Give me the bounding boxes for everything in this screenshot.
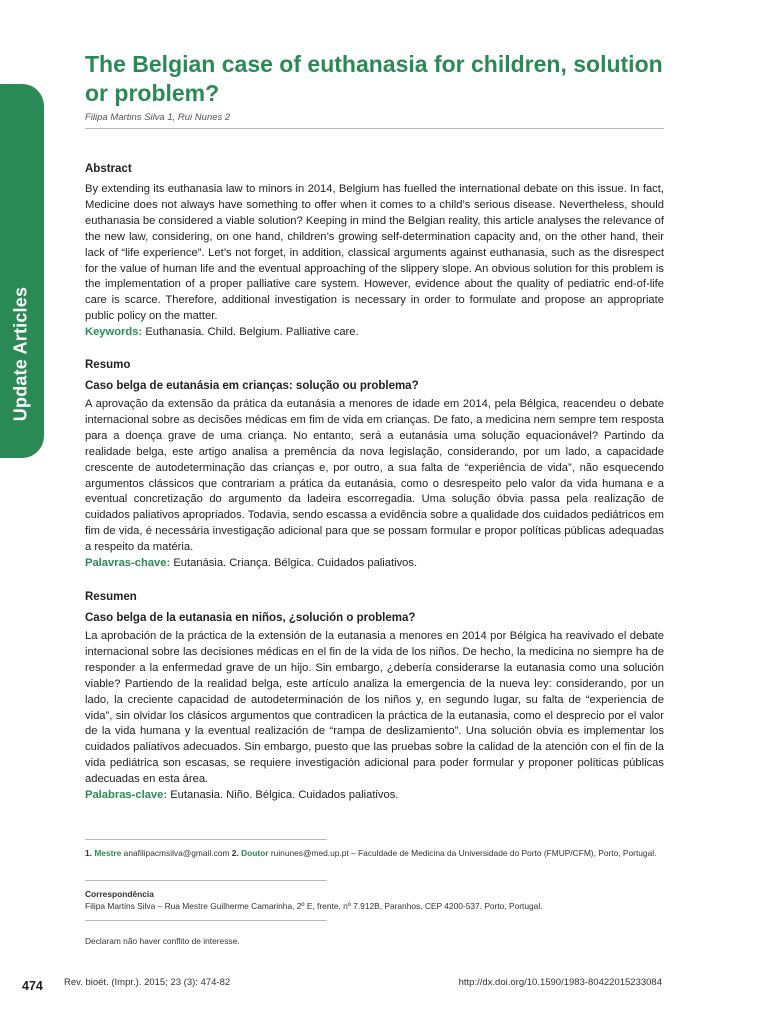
abstract-keywords-label: Keywords: <box>85 326 143 339</box>
correspondence-address: Filipa Martins Silva – Rua Mestre Guilherme Camarinha, 2º E, frente, nº 7.912B, Paranhos, CEP 4200-537. Porto, Portugal. <box>85 901 543 911</box>
abstract-section <box>85 161 664 341</box>
affil-1-number: 1. <box>85 848 92 858</box>
affil-1-email: anafilipacmsilva@gmail.com <box>121 848 232 858</box>
resumen-keywords-label: Palabras-clave: <box>85 789 168 802</box>
article-authors: Filipa Martins Silva 1, Rui Nunes 2 <box>85 112 231 123</box>
resumen-section <box>85 589 664 804</box>
section-side-tab <box>0 84 44 458</box>
resumen-keywords <box>85 788 664 804</box>
abstract-text: By extending its euthanasia law to minors in 2014, Belgium has fuelled the international debate on this issue. In fact, Medicine does not always have something to offer when it comes to a child’s serious disease. Nevertheless, should euthanasia be considered a viable solution? Keeping in mind the Belgian reality, this article analyses the relevance of the new law, considering, on one hand, children’s growing self-determination capacity and, on the other hand, their lack of “life experience”. Let’s not forget, in addition, classical arguments against euthanasia, such as the disrespect for the value of human life and the eventual approaching of the slippery slope. An obvious solution for this problem is the implementation of a proper palliative care system. However, evidence about the quality of pediatric end-of-life care is scarce. Therefore, additional investigation is necessary in order to formulate and propose an appropriate public policy on the matter. <box>85 183 664 323</box>
resumen-subtitle: Caso belga de la eutanasia en niños, ¿solución o problema? <box>85 612 416 624</box>
resumo-heading: Resumo <box>85 359 131 371</box>
affil-2-number: 2. <box>231 848 239 858</box>
resumen-text: La aprobación de la práctica de la extensión de la eutanasia a menores en 2014 por Bélgica ha reavivado el debate internacional sobre las decisiones médicas en el fin de la vida de los niños. De hecho, la medicina no siempre ha de responder a la enfermedad grave de un hijo. Sin embargo, ¿debería considerarse la eutanasia como una solución viable? Partiendo de la realidad belga, este artículo analiza la emergencia de la nueva ley: considerando, por un lado, la creciente capacidad de autodeterminación de los niños y, en segundo lugar, su falta de “experiencia de vida”, sin olvidar los clásicos argumentos que contradicen la práctica de la eutanasia, como el desprecio por el valor de la vida humana y la eventual realización de “rampa de deslizamiento”. Una solución obvia es implementar los cuidados paliativos adecuados. Sin embargo, puesto que las pruebas sobre la calidad de la atención con el fin de la vida pediátrica son escasas, se requiere investigación adicional para poder formular y proponer políticas públicas adecuadas en esta área. <box>85 630 664 786</box>
footnote-divider-3 <box>85 920 327 921</box>
resumo-section <box>85 357 664 572</box>
abstract-heading: Abstract <box>85 163 132 175</box>
abstract-keywords <box>85 325 664 341</box>
resumen-keywords-values: Eutanasia. Niño. Bélgica. Cuidados paliativos. <box>170 789 399 802</box>
footnote-divider-2 <box>85 880 327 881</box>
affil-1-degree: Mestre <box>94 848 122 858</box>
affiliations-footnote <box>85 847 664 859</box>
resumo-keywords <box>85 556 664 572</box>
resumen-heading: Resumen <box>85 591 137 603</box>
page-number: 474 <box>22 979 43 993</box>
doi-link[interactable]: http://dx.doi.org/10.1590/1983-80422015233084 <box>458 977 662 988</box>
resumo-keywords-values: Eutanásia. Criança. Bélgica. Cuidados paliativos. <box>173 557 418 570</box>
resumo-subtitle: Caso belga de eutanásia em crianças: solução ou problema? <box>85 380 419 392</box>
correspondence-heading: Correspondência <box>85 889 154 899</box>
affil-2-details: ruinunes@med.up.pt – Faculdade de Medicina da Universidade do Porto (FMUP/CFM), Porto, Portugal. <box>268 848 657 858</box>
side-tab-label: Update Articles <box>10 286 31 422</box>
journal-reference: Rev. bioét. (Impr.). 2015; 23 (3): 474-82 <box>64 977 231 988</box>
article-title: The Belgian case of euthanasia for children, solution or problem? <box>85 51 663 106</box>
affil-2-degree: Doutor <box>241 848 269 858</box>
title-divider <box>85 128 664 129</box>
abstract-keywords-values: Euthanasia. Child. Belgium. Palliative care. <box>145 326 359 339</box>
conflict-statement: Declaram não haver conflito de interesse. <box>85 936 240 946</box>
resumo-keywords-label: Palavras-chave: <box>85 557 171 570</box>
footnote-divider-1 <box>85 839 327 840</box>
correspondence-footnote <box>85 888 664 912</box>
resumo-text: A aprovação da extensão da prática da eutanásia a menores de idade em 2014, pela Bélgica, reacendeu o debate internacional sobre as decisões médicas em fim de vida em crianças. De fato, a medicina nem sempre tem resposta para a doença grave de uma criança. No entanto, será a eutanásia uma solução equacionável? Partindo da realidade belga, este artigo analisa a premência da nova legislação, considerando, por um lado, a capacidade crescente de autodeterminação das crianças e, por outro, a sua falta de “experiência de vida”, não esquecendo argumentos clássicos que contrariam a prática da eutanásia, como o desrespeito pelo valor da vida humana e a eventual concretização do argumento da ladeira escorregadia. Uma solução óbvia passa pela realização de cuidados paliativos apropriados. Todavia, sendo escassa a evidência sobre a qualidade dos cuidados pediátricos em fim de vida, é necessária investigação adicional para que se possam formular e propor políticas públicas adequadas a respeito da matéria. <box>85 398 664 554</box>
